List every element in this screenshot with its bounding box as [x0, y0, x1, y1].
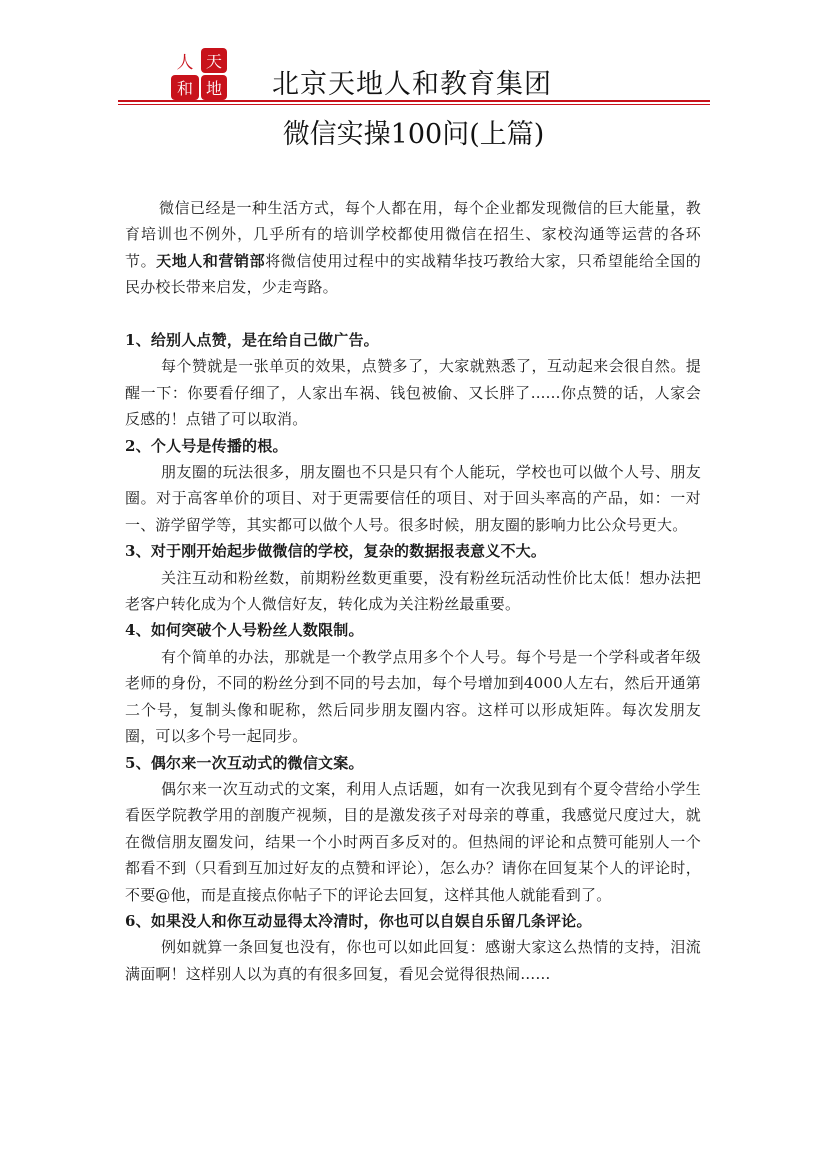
tip-body: 有个简单的办法，那就是一个教学点用多个个人号。每个号是一个学科或者年级老师的身份，不同的粉丝分到不同的号去加，每个号增加到4000人左右，然后开通第二个号，复制头像和昵称，然后同步朋友圈内容。这样可以形成矩阵。每次发朋友圈，可以多个号一起同步。	[125, 647, 701, 746]
svg-text:地: 地	[205, 79, 223, 98]
tip-body: 朋友圈的玩法很多，朋友圈也不只是只有个人能玩，学校也可以做个人号、朋友圈。对于高客单价的项目、对于更需要信任的项目、对于回头率高的产品，如：一对一、游学留学等，其实都可以做个人号。很多时候，朋友圈的影响力比公众号更大。	[125, 463, 701, 534]
document-title: 微信实操100问(上篇)	[282, 119, 545, 150]
organization-name: 北京天地人和教育集团	[272, 69, 552, 100]
tip-heading: 4、如何突破个人号粉丝人数限制。	[125, 621, 364, 640]
intro-highlight: 天地人和营销部	[156, 251, 266, 270]
svg-text:人: 人	[176, 53, 194, 73]
svg-text:和: 和	[176, 79, 194, 98]
tip-body: 例如就算一条回复也没有，你也可以如此回复：感谢大家这么热情的支持，泪流满面啊！这样别人以为真的有很多回复，看见会觉得很热闹……	[125, 938, 701, 983]
seal-logo-icon	[170, 47, 228, 101]
svg-text:天: 天	[205, 52, 223, 71]
tip-heading: 5、偶尔来一次互动式的微信文案。	[125, 753, 364, 772]
header-rule-thick	[118, 100, 710, 102]
group-logo	[170, 47, 228, 101]
tips-list	[125, 327, 701, 987]
tip-body: 偶尔来一次互动式的文案，利用人点话题，如有一次我见到有个夏令营给小学生看医学院教学用的剖腹产视频，目的是激发孩子对母亲的尊重，我感觉尺度过大，就在微信朋友圈发问，结果一个小时两百多反对的。但热闹的评论和点赞可能别人一个都看不到（只看到互加过好友的点赞和评论），怎么办？请你在回复某个人的评论时，不要@他，而是直接点你帖子下的评论去回复，这样其他人就能看到了。	[125, 779, 701, 904]
tip-heading: 3、对于刚开始起步做微信的学校，复杂的数据报表意义不大。	[125, 542, 547, 561]
tip-heading: 2、个人号是传播的根。	[125, 436, 288, 455]
tip-heading: 1、给别人点赞，是在给自己做广告。	[125, 331, 379, 349]
intro-text: 微信已经是一种生活方式，每个人都在用，每个企业都发现微信的巨大能量，教育培训也不例外，几乎所有的培训学校都使用微信在招生、家校沟通等运营的各环节。	[125, 199, 701, 270]
tip-body: 每个赞就是一张单页的效果，点赞多了，大家就熟悉了，互动起来会很自然。提醒一下：你要看仔细了，人家出车祸、钱包被偷、又长胖了......你点赞的话，人家会反感的！点错了可以取消。	[125, 357, 701, 429]
tip-body: 关注互动和粉丝数，前期粉丝数更重要，没有粉丝玩活动性价比太低！想办法把老客户转化成为个人微信好友，转化成为关注粉丝最重要。	[125, 568, 701, 614]
header-rule-thin	[118, 104, 710, 105]
intro-text-end: 将微信使用过程中的实战精华技巧教给大家，只希望能给全国的民办校长带来启发，少走弯路。	[125, 251, 701, 297]
intro-paragraph	[125, 195, 701, 301]
tip-heading: 6、如果没人和你互动显得太冷清时，你也可以自娱自乐留几条评论。	[125, 911, 592, 930]
